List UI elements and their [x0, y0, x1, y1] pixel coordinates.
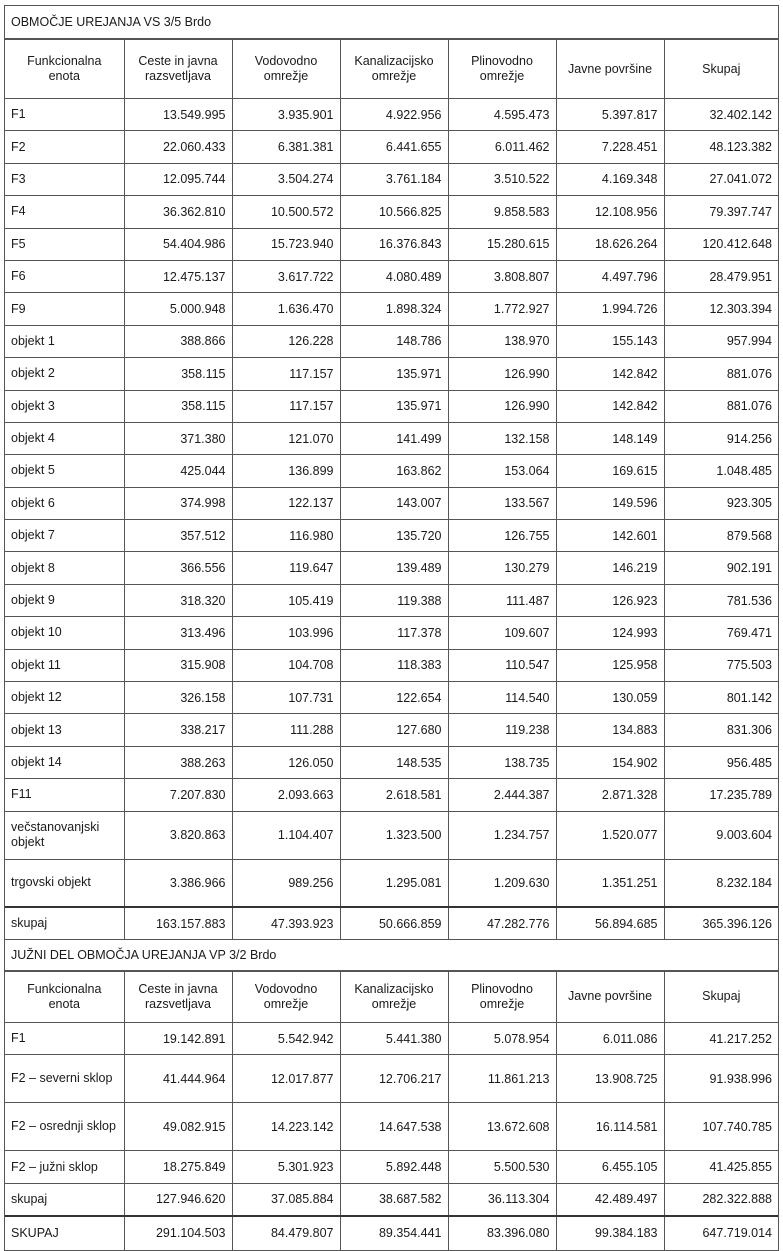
table-row [5, 163, 778, 195]
value-cell: 647.719.014 [664, 1216, 778, 1250]
value-cell: 12.303.394 [664, 293, 778, 325]
value-cell: 775.503 [664, 649, 778, 681]
value-cell: 169.615 [556, 455, 664, 487]
value-cell: 3.761.184 [340, 163, 448, 195]
column-header: Vodovodno omrežje [232, 971, 340, 1022]
row-label: objekt 3 [5, 390, 124, 422]
value-cell: 41.444.964 [124, 1055, 232, 1103]
grand-total-row [5, 1216, 778, 1250]
table-row [5, 455, 778, 487]
value-cell: 1.048.485 [664, 455, 778, 487]
value-cell: 5.542.942 [232, 1022, 340, 1054]
value-cell: 5.301.923 [232, 1151, 340, 1183]
value-cell: 130.059 [556, 682, 664, 714]
table-row [5, 811, 778, 859]
value-cell: 122.654 [340, 682, 448, 714]
value-cell: 14.647.538 [340, 1103, 448, 1151]
value-cell: 1.234.757 [448, 811, 556, 859]
table-row [5, 1022, 778, 1054]
value-cell: 36.113.304 [448, 1183, 556, 1215]
value-cell: 6.011.086 [556, 1022, 664, 1054]
value-cell: 79.397.747 [664, 196, 778, 228]
value-cell: 126.923 [556, 584, 664, 616]
value-cell: 142.842 [556, 358, 664, 390]
table-row [5, 584, 778, 616]
row-label: F9 [5, 293, 124, 325]
value-cell: 117.378 [340, 617, 448, 649]
value-cell: 1.994.726 [556, 293, 664, 325]
value-cell: 5.892.448 [340, 1151, 448, 1183]
value-cell: 3.617.722 [232, 260, 340, 292]
value-cell: 5.397.817 [556, 99, 664, 131]
section2-header-row [5, 971, 778, 1022]
value-cell: 12.475.137 [124, 260, 232, 292]
table-row [5, 487, 778, 519]
value-cell: 136.899 [232, 455, 340, 487]
value-cell: 17.235.789 [664, 779, 778, 811]
value-cell: 89.354.441 [340, 1216, 448, 1250]
row-label: objekt 8 [5, 552, 124, 584]
value-cell: 3.820.863 [124, 811, 232, 859]
value-cell: 149.596 [556, 487, 664, 519]
value-cell: 32.402.142 [664, 99, 778, 131]
table-row [5, 552, 778, 584]
row-label: objekt 5 [5, 455, 124, 487]
value-cell: 315.908 [124, 649, 232, 681]
row-label: F4 [5, 196, 124, 228]
value-cell: 117.157 [232, 390, 340, 422]
value-cell: 7.228.451 [556, 131, 664, 163]
value-cell: 91.938.996 [664, 1055, 778, 1103]
value-cell: 10.566.825 [340, 196, 448, 228]
value-cell: 5.500.530 [448, 1151, 556, 1183]
value-cell: 37.085.884 [232, 1183, 340, 1215]
row-label: objekt 6 [5, 487, 124, 519]
value-cell: 388.866 [124, 325, 232, 357]
value-cell: 957.994 [664, 325, 778, 357]
row-label: objekt 13 [5, 714, 124, 746]
value-cell: 18.626.264 [556, 228, 664, 260]
row-label: F2 – osrednji sklop [5, 1103, 124, 1151]
value-cell: 902.191 [664, 552, 778, 584]
value-cell: 107.731 [232, 682, 340, 714]
row-label: objekt 4 [5, 422, 124, 454]
value-cell: 8.232.184 [664, 859, 778, 907]
value-cell: 139.489 [340, 552, 448, 584]
table-row [5, 859, 778, 907]
column-header: Kanalizacijsko omrežje [340, 40, 448, 99]
value-cell: 4.595.473 [448, 99, 556, 131]
row-label: F3 [5, 163, 124, 195]
value-cell: 99.384.183 [556, 1216, 664, 1250]
table-row [5, 779, 778, 811]
value-cell: 15.723.940 [232, 228, 340, 260]
value-cell: 120.412.648 [664, 228, 778, 260]
table-row [5, 293, 778, 325]
value-cell: 1.323.500 [340, 811, 448, 859]
column-header: Ceste in javna razsvetljava [124, 40, 232, 99]
value-cell: 143.007 [340, 487, 448, 519]
value-cell: 127.946.620 [124, 1183, 232, 1215]
table-row [5, 390, 778, 422]
value-cell: 9.858.583 [448, 196, 556, 228]
value-cell: 13.908.725 [556, 1055, 664, 1103]
row-label: objekt 2 [5, 358, 124, 390]
value-cell: 13.672.608 [448, 1103, 556, 1151]
value-cell: 130.279 [448, 552, 556, 584]
section2-title: JUŽNI DEL OBMOČJA UREJANJA VP 3/2 Brdo [5, 940, 778, 971]
value-cell: 27.041.072 [664, 163, 778, 195]
value-cell: 121.070 [232, 422, 340, 454]
value-cell: 12.017.877 [232, 1055, 340, 1103]
value-cell: 36.362.810 [124, 196, 232, 228]
row-label: objekt 1 [5, 325, 124, 357]
value-cell: 126.990 [448, 390, 556, 422]
value-cell: 126.050 [232, 746, 340, 778]
value-cell: 126.755 [448, 520, 556, 552]
value-cell: 111.487 [448, 584, 556, 616]
value-cell: 118.383 [340, 649, 448, 681]
value-cell: 126.228 [232, 325, 340, 357]
value-cell: 38.687.582 [340, 1183, 448, 1215]
row-label: objekt 14 [5, 746, 124, 778]
value-cell: 111.288 [232, 714, 340, 746]
column-header: Funkcionalna enota [5, 971, 124, 1022]
value-cell: 318.320 [124, 584, 232, 616]
row-label: F1 [5, 99, 124, 131]
value-cell: 2.093.663 [232, 779, 340, 811]
value-cell: 6.381.381 [232, 131, 340, 163]
value-cell: 19.142.891 [124, 1022, 232, 1054]
value-cell: 15.280.615 [448, 228, 556, 260]
value-cell: 126.990 [448, 358, 556, 390]
value-cell: 163.157.883 [124, 907, 232, 939]
value-cell: 14.223.142 [232, 1103, 340, 1151]
row-label: objekt 9 [5, 584, 124, 616]
column-header: Javne površine [556, 40, 664, 99]
value-cell: 84.479.807 [232, 1216, 340, 1250]
value-cell: 2.618.581 [340, 779, 448, 811]
row-label: objekt 12 [5, 682, 124, 714]
row-label: F11 [5, 779, 124, 811]
value-cell: 138.735 [448, 746, 556, 778]
value-cell: 117.157 [232, 358, 340, 390]
column-header: Skupaj [664, 40, 778, 99]
value-cell: 12.108.956 [556, 196, 664, 228]
column-header: Javne površine [556, 971, 664, 1022]
value-cell: 41.425.855 [664, 1151, 778, 1183]
value-cell: 326.158 [124, 682, 232, 714]
value-cell: 134.883 [556, 714, 664, 746]
value-cell: 116.980 [232, 520, 340, 552]
value-cell: 49.082.915 [124, 1103, 232, 1151]
value-cell: 56.894.685 [556, 907, 664, 939]
row-label: trgovski objekt [5, 859, 124, 907]
value-cell: 132.158 [448, 422, 556, 454]
row-label: F2 – severni sklop [5, 1055, 124, 1103]
subtotal-row [5, 1183, 778, 1215]
value-cell: 122.137 [232, 487, 340, 519]
table-row [5, 1151, 778, 1183]
table-row [5, 228, 778, 260]
row-label: večstanovanjski objekt [5, 811, 124, 859]
row-label: objekt 7 [5, 520, 124, 552]
value-cell: 119.388 [340, 584, 448, 616]
value-cell: 425.044 [124, 455, 232, 487]
value-cell: 16.114.581 [556, 1103, 664, 1151]
value-cell: 155.143 [556, 325, 664, 357]
section1-table [5, 39, 778, 940]
row-label: objekt 10 [5, 617, 124, 649]
row-label: F6 [5, 260, 124, 292]
column-header: Vodovodno omrežje [232, 40, 340, 99]
value-cell: 956.485 [664, 746, 778, 778]
value-cell: 6.455.105 [556, 1151, 664, 1183]
table-row [5, 1055, 778, 1103]
value-cell: 7.207.830 [124, 779, 232, 811]
value-cell: 146.219 [556, 552, 664, 584]
subtotal-row [5, 907, 778, 939]
value-cell: 1.209.630 [448, 859, 556, 907]
table-row [5, 682, 778, 714]
value-cell: 124.993 [556, 617, 664, 649]
table-row [5, 260, 778, 292]
value-cell: 388.263 [124, 746, 232, 778]
value-cell: 110.547 [448, 649, 556, 681]
value-cell: 41.217.252 [664, 1022, 778, 1054]
value-cell: 154.902 [556, 746, 664, 778]
value-cell: 12.095.744 [124, 163, 232, 195]
value-cell: 16.376.843 [340, 228, 448, 260]
value-cell: 1.351.251 [556, 859, 664, 907]
table-row [5, 617, 778, 649]
table-row [5, 746, 778, 778]
value-cell: 1.772.927 [448, 293, 556, 325]
table-row [5, 131, 778, 163]
value-cell: 358.115 [124, 390, 232, 422]
value-cell: 13.549.995 [124, 99, 232, 131]
value-cell: 142.601 [556, 520, 664, 552]
value-cell: 282.322.888 [664, 1183, 778, 1215]
value-cell: 42.489.497 [556, 1183, 664, 1215]
value-cell: 371.380 [124, 422, 232, 454]
value-cell: 313.496 [124, 617, 232, 649]
value-cell: 119.238 [448, 714, 556, 746]
table-row [5, 1103, 778, 1151]
value-cell: 5.000.948 [124, 293, 232, 325]
value-cell: 105.419 [232, 584, 340, 616]
value-cell: 138.970 [448, 325, 556, 357]
column-header: Funkcionalna enota [5, 40, 124, 99]
value-cell: 1.104.407 [232, 811, 340, 859]
value-cell: 148.149 [556, 422, 664, 454]
value-cell: 103.996 [232, 617, 340, 649]
table-row [5, 99, 778, 131]
value-cell: 18.275.849 [124, 1151, 232, 1183]
value-cell: 5.078.954 [448, 1022, 556, 1054]
value-cell: 374.998 [124, 487, 232, 519]
value-cell: 54.404.986 [124, 228, 232, 260]
value-cell: 4.080.489 [340, 260, 448, 292]
value-cell: 148.535 [340, 746, 448, 778]
value-cell: 4.497.796 [556, 260, 664, 292]
value-cell: 22.060.433 [124, 131, 232, 163]
value-cell: 879.568 [664, 520, 778, 552]
value-cell: 5.441.380 [340, 1022, 448, 1054]
value-cell: 6.441.655 [340, 131, 448, 163]
value-cell: 923.305 [664, 487, 778, 519]
cost-table-document [4, 5, 779, 1251]
value-cell: 365.396.126 [664, 907, 778, 939]
value-cell: 119.647 [232, 552, 340, 584]
value-cell: 366.556 [124, 552, 232, 584]
value-cell: 125.958 [556, 649, 664, 681]
table-row [5, 358, 778, 390]
value-cell: 104.708 [232, 649, 340, 681]
value-cell: 47.282.776 [448, 907, 556, 939]
value-cell: 357.512 [124, 520, 232, 552]
value-cell: 358.115 [124, 358, 232, 390]
table-row [5, 520, 778, 552]
section2-table [5, 971, 778, 1250]
value-cell: 1.636.470 [232, 293, 340, 325]
table-row [5, 714, 778, 746]
row-label: F5 [5, 228, 124, 260]
value-cell: 83.396.080 [448, 1216, 556, 1250]
row-label: objekt 11 [5, 649, 124, 681]
value-cell: 12.706.217 [340, 1055, 448, 1103]
value-cell: 881.076 [664, 358, 778, 390]
value-cell: 107.740.785 [664, 1103, 778, 1151]
value-cell: 4.169.348 [556, 163, 664, 195]
row-label: F2 [5, 131, 124, 163]
value-cell: 4.922.956 [340, 99, 448, 131]
row-label: skupaj [5, 1183, 124, 1215]
value-cell: 3.504.274 [232, 163, 340, 195]
value-cell: 135.971 [340, 390, 448, 422]
value-cell: 47.393.923 [232, 907, 340, 939]
value-cell: 148.786 [340, 325, 448, 357]
value-cell: 2.871.328 [556, 779, 664, 811]
value-cell: 11.861.213 [448, 1055, 556, 1103]
value-cell: 1.520.077 [556, 811, 664, 859]
value-cell: 769.471 [664, 617, 778, 649]
value-cell: 142.842 [556, 390, 664, 422]
column-header: Skupaj [664, 971, 778, 1022]
value-cell: 114.540 [448, 682, 556, 714]
value-cell: 2.444.387 [448, 779, 556, 811]
value-cell: 6.011.462 [448, 131, 556, 163]
value-cell: 153.064 [448, 455, 556, 487]
value-cell: 291.104.503 [124, 1216, 232, 1250]
value-cell: 1.295.081 [340, 859, 448, 907]
value-cell: 133.567 [448, 487, 556, 519]
value-cell: 9.003.604 [664, 811, 778, 859]
row-label: F1 [5, 1022, 124, 1054]
value-cell: 914.256 [664, 422, 778, 454]
value-cell: 1.898.324 [340, 293, 448, 325]
value-cell: 135.971 [340, 358, 448, 390]
value-cell: 28.479.951 [664, 260, 778, 292]
column-header: Kanalizacijsko omrežje [340, 971, 448, 1022]
section1-header-row [5, 40, 778, 99]
value-cell: 50.666.859 [340, 907, 448, 939]
row-label: SKUPAJ [5, 1216, 124, 1250]
column-header: Ceste in javna razsvetljava [124, 971, 232, 1022]
value-cell: 831.306 [664, 714, 778, 746]
column-header: Plinovodno omrežje [448, 971, 556, 1022]
value-cell: 163.862 [340, 455, 448, 487]
section1-title: OBMOČJE UREJANJA VS 3/5 Brdo [5, 6, 778, 39]
value-cell: 3.510.522 [448, 163, 556, 195]
row-label: skupaj [5, 907, 124, 939]
value-cell: 989.256 [232, 859, 340, 907]
value-cell: 135.720 [340, 520, 448, 552]
value-cell: 338.217 [124, 714, 232, 746]
value-cell: 801.142 [664, 682, 778, 714]
value-cell: 141.499 [340, 422, 448, 454]
value-cell: 3.808.807 [448, 260, 556, 292]
value-cell: 109.607 [448, 617, 556, 649]
column-header: Plinovodno omrežje [448, 40, 556, 99]
value-cell: 3.935.901 [232, 99, 340, 131]
table-row [5, 422, 778, 454]
table-row [5, 325, 778, 357]
table-row [5, 196, 778, 228]
value-cell: 10.500.572 [232, 196, 340, 228]
value-cell: 881.076 [664, 390, 778, 422]
value-cell: 781.536 [664, 584, 778, 616]
table-row [5, 649, 778, 681]
section2-body [5, 1022, 778, 1249]
value-cell: 48.123.382 [664, 131, 778, 163]
value-cell: 3.386.966 [124, 859, 232, 907]
section1-body [5, 99, 778, 940]
value-cell: 127.680 [340, 714, 448, 746]
row-label: F2 – južni sklop [5, 1151, 124, 1183]
